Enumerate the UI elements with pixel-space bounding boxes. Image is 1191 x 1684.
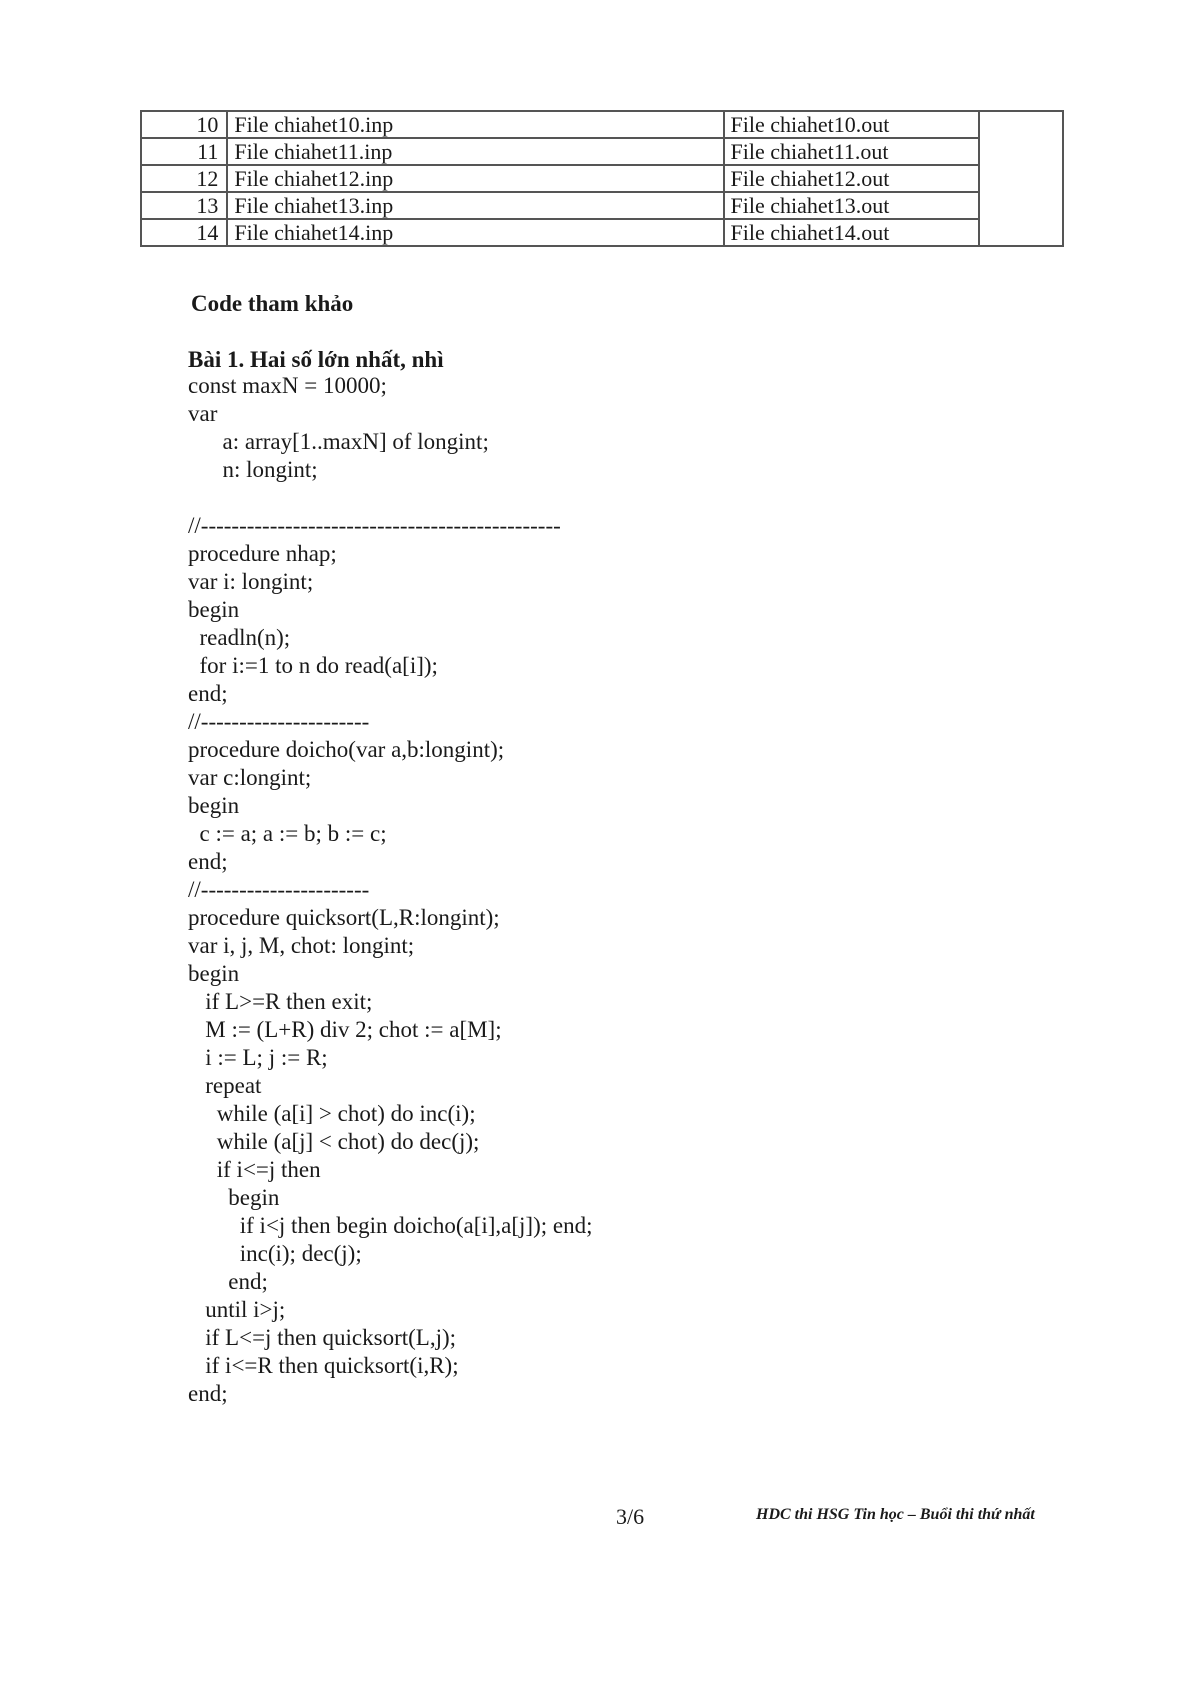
code-line: //---------------------- <box>188 877 370 902</box>
code-line: procedure nhap; <box>188 541 337 566</box>
code-line: var i, j, M, chot: longint; <box>188 933 415 958</box>
input-file-cell: File chiahet14.inp <box>227 219 723 246</box>
code-line: end; <box>188 1381 228 1406</box>
code-line: begin <box>188 793 240 818</box>
code-line: M := (L+R) div 2; chot := a[M]; <box>188 1017 502 1042</box>
output-file-cell: File chiahet14.out <box>724 219 979 246</box>
code-line: begin <box>188 1185 280 1210</box>
problem-heading: Bài 1. Hai số lớn nhất, nhì <box>188 347 444 372</box>
code-line: i := L; j := R; <box>188 1045 328 1070</box>
code-line: if L>=R then exit; <box>188 989 373 1014</box>
table-row <box>141 111 1063 138</box>
code-line: end; <box>188 849 228 874</box>
code-line: //---------------------- <box>188 709 370 734</box>
input-file-cell: File chiahet12.inp <box>227 165 723 192</box>
score-cell <box>979 219 1063 246</box>
code-line: if i<j then begin doicho(a[i],a[j]); end; <box>188 1213 593 1238</box>
code-line: begin <box>188 597 240 622</box>
table-row <box>141 192 1063 219</box>
row-number: 13 <box>141 192 227 219</box>
code-line: end; <box>188 681 228 706</box>
score-cell <box>979 138 1063 165</box>
score-cell <box>979 111 1063 138</box>
code-line: n: longint; <box>188 457 318 482</box>
code-line: var i: longint; <box>188 569 314 594</box>
input-file-cell: File chiahet13.inp <box>227 192 723 219</box>
footer-title: HDC thi HSG Tin học – Buổi thi thứ nhất <box>756 1506 1035 1523</box>
output-file-cell: File chiahet11.out <box>724 138 979 165</box>
code-line: if i<=j then <box>188 1157 321 1182</box>
input-file-cell: File chiahet10.inp <box>227 111 723 138</box>
code-line: procedure doicho(var a,b:longint); <box>188 737 505 762</box>
code-line: begin <box>188 961 240 986</box>
row-number: 14 <box>141 219 227 246</box>
code-line: //----------------------------------------------- <box>188 513 561 538</box>
code-line: procedure quicksort(L,R:longint); <box>188 905 500 930</box>
score-cell <box>979 192 1063 219</box>
row-number: 10 <box>141 111 227 138</box>
code-line: for i:=1 to n do read(a[i]); <box>188 653 438 678</box>
code-line: var <box>188 401 218 426</box>
code-line: while (a[j] < chot) do dec(j); <box>188 1129 480 1154</box>
score-cell <box>979 165 1063 192</box>
code-line: if i<=R then quicksort(i,R); <box>188 1353 459 1378</box>
output-file-cell: File chiahet10.out <box>724 111 979 138</box>
test-file-table <box>140 110 1064 247</box>
table-row <box>141 219 1063 246</box>
code-line: inc(i); dec(j); <box>188 1241 362 1266</box>
code-line <box>188 484 593 512</box>
code-line: a: array[1..maxN] of longint; <box>188 429 489 454</box>
input-file-cell: File chiahet11.inp <box>227 138 723 165</box>
code-line: c := a; a := b; b := c; <box>188 821 387 846</box>
code-line: until i>j; <box>188 1297 286 1322</box>
code-line: end; <box>188 1269 268 1294</box>
code-line: const maxN = 10000; <box>188 373 387 398</box>
code-line: while (a[i] > chot) do inc(i); <box>188 1101 476 1126</box>
table-row <box>141 138 1063 165</box>
page-number: 3/6 <box>616 1504 645 1529</box>
output-file-cell: File chiahet12.out <box>724 165 979 192</box>
code-line: readln(n); <box>188 625 291 650</box>
section-heading: Code tham khảo <box>191 291 354 316</box>
table-row <box>141 165 1063 192</box>
row-number: 12 <box>141 165 227 192</box>
code-line: if L<=j then quicksort(L,j); <box>188 1325 457 1350</box>
output-file-cell: File chiahet13.out <box>724 192 979 219</box>
row-number: 11 <box>141 138 227 165</box>
code-line: repeat <box>188 1073 262 1098</box>
code-line: var c:longint; <box>188 765 312 790</box>
code-listing <box>188 372 593 1408</box>
